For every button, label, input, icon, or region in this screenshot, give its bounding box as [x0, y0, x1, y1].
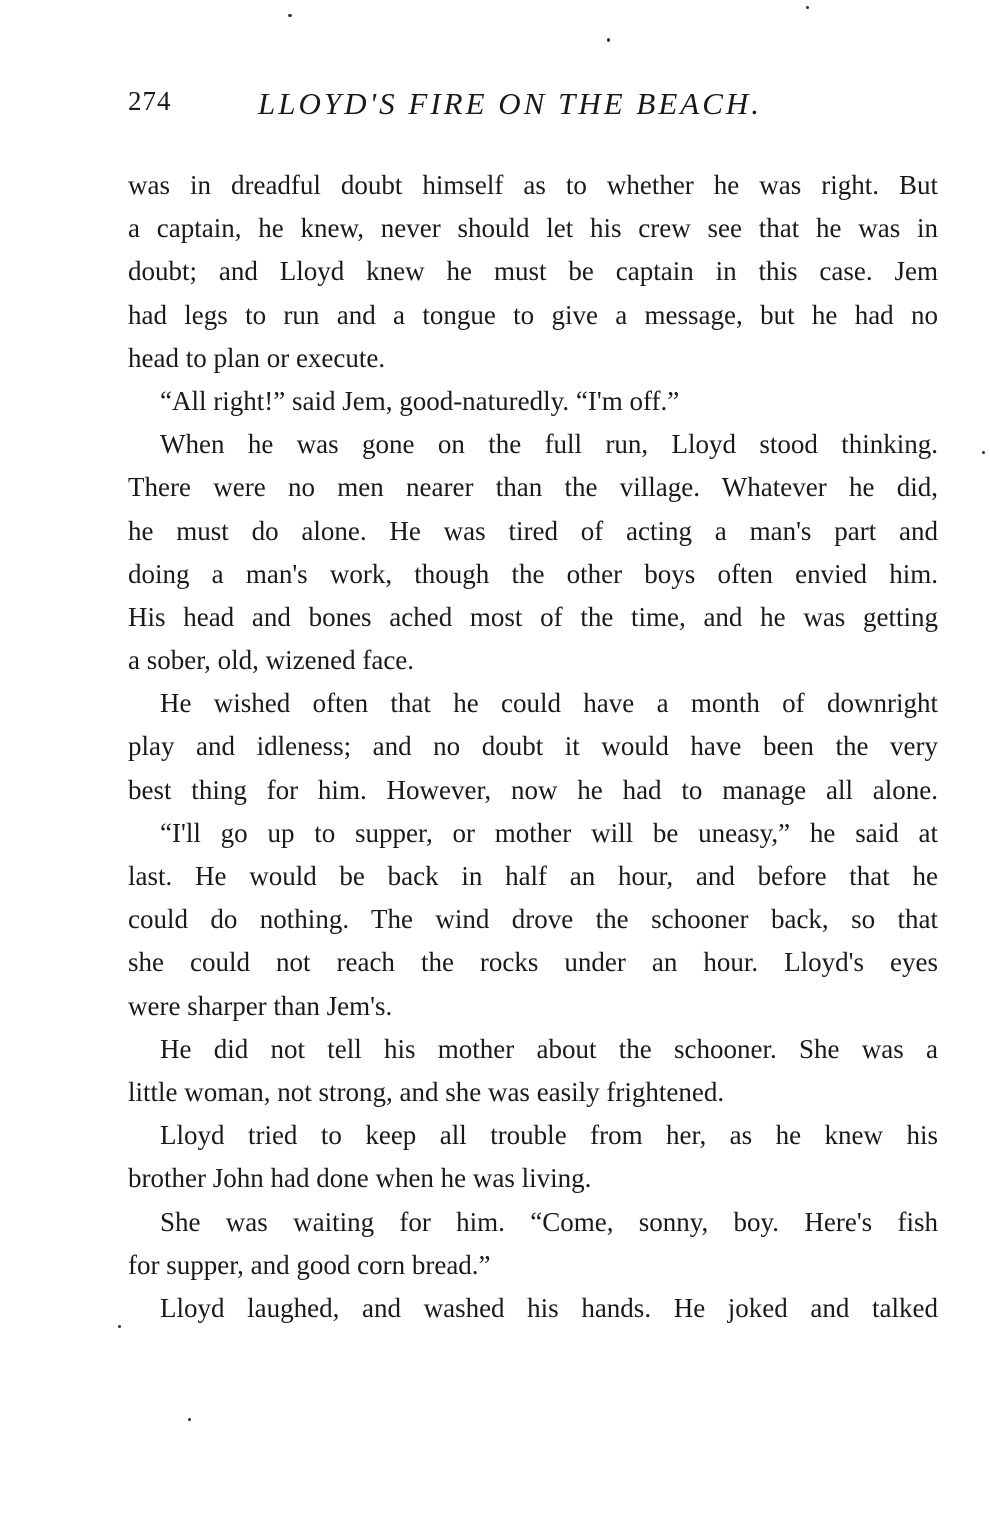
text-line: was in dreadful doubt himself as to whether he was right. But	[128, 170, 938, 200]
print-speck	[188, 1418, 191, 1421]
text-line: She was waiting for him. “Come, sonny, boy. Here's fish	[160, 1206, 938, 1237]
text-line: had legs to run and a tongue to give a message, but he had no	[128, 299, 938, 330]
text-line: little woman, not strong, and she was easily frightened.	[128, 1076, 725, 1107]
print-speck	[607, 38, 610, 42]
text-line: “I'll go up to supper, or mother will be uneasy,” he said at	[160, 817, 938, 848]
text-line: He did not tell his mother about the schooner. She was a	[160, 1033, 938, 1064]
text-line: a captain, he knew, never should let his crew see that he was in	[128, 213, 938, 244]
text-line: best thing for him. However, now he had to manage all alone.	[128, 774, 938, 805]
text-line: There were no men nearer than the village. Whatever he did,	[128, 472, 938, 503]
text-line: Lloyd laughed, and washed his hands. He joked and talked	[160, 1292, 938, 1323]
running-title: LLOYD'S FIRE ON THE BEACH.	[258, 86, 763, 121]
print-speck	[806, 6, 809, 9]
text-line: play and idleness; and no doubt it would have been the very	[128, 731, 938, 762]
text-line: “All right!” said Jem, good-naturedly. “I'm off.”	[160, 385, 680, 416]
text-line: doing a man's work, though the other boys often envied him.	[128, 558, 938, 589]
text-line: a sober, old, wizened face.	[128, 645, 415, 676]
print-speck	[982, 451, 985, 454]
text-line: he must do alone. He was tired of acting a man's part and	[128, 515, 938, 546]
print-speck	[118, 1325, 121, 1328]
text-line: His head and bones ached most of the time, and he was getting	[128, 601, 938, 632]
text-line: doubt; and Lloyd knew he must be captain in this case. Jem	[128, 256, 938, 287]
text-line: When he was gone on the full run, Lloyd stood thinking.	[160, 429, 938, 460]
text-line: could do nothing. The wind drove the schooner back, so that	[128, 904, 938, 935]
text-line: last. He would be back in half an hour, and before that he	[128, 861, 938, 891]
running-head	[128, 86, 938, 126]
text-line: Lloyd tried to keep all trouble from her, as he knew his	[160, 1120, 938, 1151]
text-line: were sharper than Jem's.	[128, 990, 393, 1021]
page-number: 274	[128, 86, 172, 116]
print-speck	[288, 14, 292, 17]
text-line: she could not reach the rocks under an hour. Lloyd's eyes	[128, 947, 938, 978]
body-text	[128, 164, 938, 1330]
text-line: He wished often that he could have a month of downright	[160, 688, 938, 719]
text-line: brother John had done when he was living.	[128, 1163, 592, 1194]
text-line: head to plan or execute.	[128, 342, 386, 373]
text-line: for supper, and good corn bread.”	[128, 1249, 491, 1280]
